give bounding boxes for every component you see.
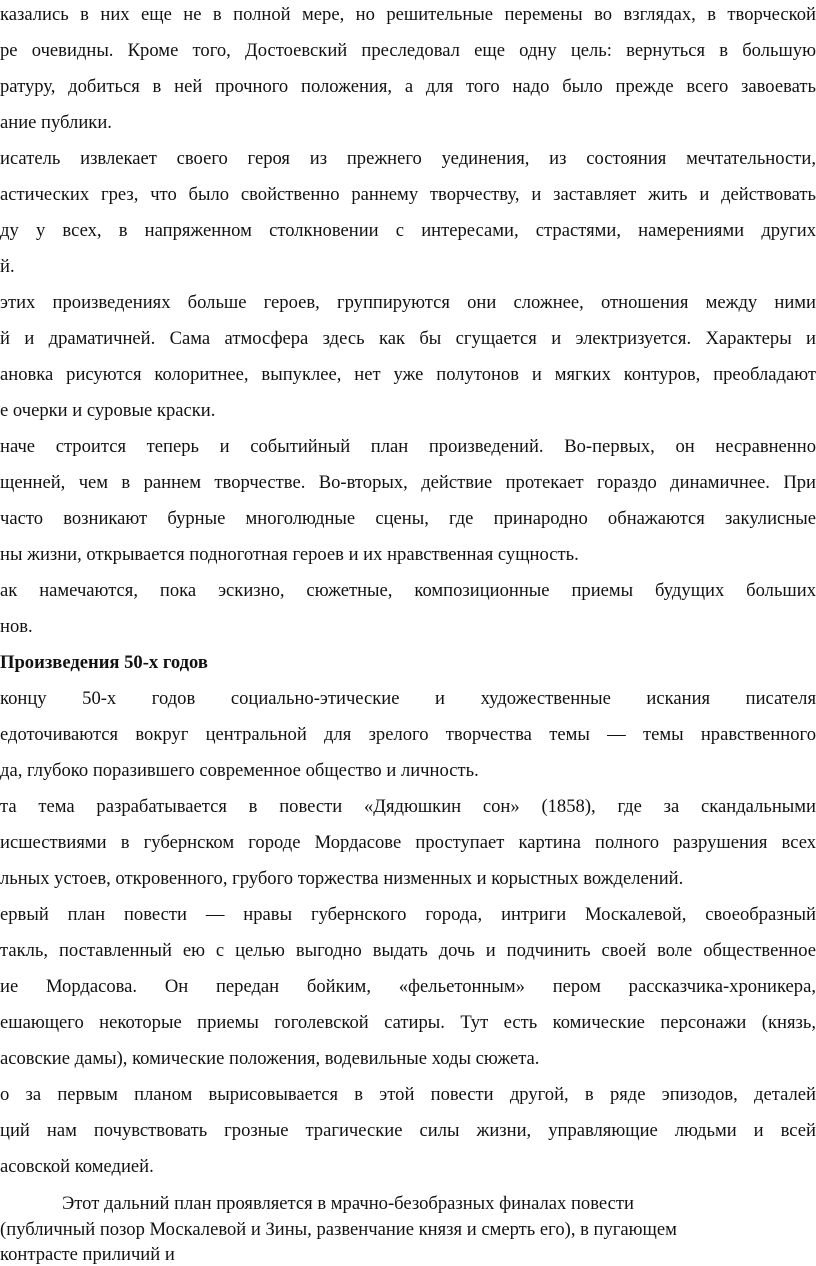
- text-line: часто возникают бурные многолюдные сцены, где принародно обнажаются закулисные: [0, 508, 816, 529]
- text-line: нов.: [0, 616, 33, 637]
- text-line: исшествиями в губернском городе Мордасове проступает картина полного разрушения всех: [0, 832, 816, 853]
- text-line: е очерки и суровые краски.: [0, 400, 216, 421]
- text-line: этих произведениях больше героев, группируются они сложнее, отношения между ними: [0, 292, 816, 313]
- text-line: едоточиваются вокруг центральной для зрелого творчества темы — темы нравственного: [0, 724, 816, 745]
- text-line: ановка рисуются колоритнее, выпуклее, нет уже полутонов и мягких контуров, преобладают: [0, 364, 816, 385]
- section-heading: Произведения 50-х годов: [0, 652, 208, 673]
- text-line: ны жизни, открывается подноготная героев и их нравственная сущность.: [0, 544, 579, 565]
- text-line: ешающего некоторые приемы гоголевской сатиры. Тут есть комические персонажи (князь,: [0, 1012, 816, 1033]
- text-line: концу 50-х годов социально-этические и художественные искания писателя: [0, 688, 816, 709]
- text-line: й.: [0, 256, 15, 277]
- tail-text-line: (публичный позор Москалевой и Зины, развенчание князя и смерть его), в пугающем: [0, 1219, 677, 1240]
- text-line: та тема разрабатывается в повести «Дядюшкин сон» (1858), где за скандальными: [0, 796, 816, 817]
- text-line: ций нам почувствовать грозные трагические силы жизни, управляющие людьми и всей: [0, 1120, 816, 1141]
- text-line: ие Мордасова. Он передан бойким, «фельетонным» пером рассказчика-хроникера,: [0, 976, 816, 997]
- text-line: ратуру, добиться в ней прочного положения, а для того надо было прежде всего завоевать: [0, 76, 816, 97]
- text-line: льных устоев, откровенного, грубого торжества низменных и корыстных вожделений.: [0, 868, 684, 889]
- text-line: казались в них еще не в полной мере, но решительные перемены во взглядах, в творческой: [0, 4, 816, 25]
- text-line: ду у всех, в напряженном столкновении с интересами, страстями, намерениями других: [0, 220, 816, 241]
- tail-text-line: Этот дальний план проявляется в мрачно-безобразных финалах повести: [62, 1193, 634, 1214]
- text-line: ервый план повести — нравы губернского города, интриги Москалевой, своеобразный: [0, 904, 816, 925]
- text-line: ре очевидны. Кроме того, Достоевский преследовал еще одну цель: вернуться в большую: [0, 40, 816, 61]
- text-line: исатель извлекает своего героя из прежнего уединения, из состояния мечтательности,: [0, 148, 816, 169]
- text-line: астических грез, что было свойственно раннему творчеству, и заставляет жить и действовать: [0, 184, 816, 205]
- tail-text-line: контрасте приличий и: [0, 1244, 175, 1265]
- text-line: наче строится теперь и событийный план произведений. Во-первых, он несравненно: [0, 436, 816, 457]
- text-line: ание публики.: [0, 112, 112, 133]
- text-line: о за первым планом вырисовывается в этой повести другой, в ряде эпизодов, деталей: [0, 1084, 816, 1105]
- text-line: асовские дамы), комические положения, водевильные ходы сюжета.: [0, 1048, 540, 1069]
- text-line: да, глубоко поразившего современное общество и личность.: [0, 760, 479, 781]
- text-line: ак намечаются, пока эскизно, сюжетные, композиционные приемы будущих больших: [0, 580, 816, 601]
- text-line: асовской комедией.: [0, 1156, 154, 1177]
- text-line: й и драматичней. Сама атмосфера здесь как бы сгущается и электризуется. Характеры и: [0, 328, 816, 349]
- text-line: такль, поставленный ею с целью выгодно выдать дочь и подчинить своей воле общественное: [0, 940, 816, 961]
- text-line: щенней, чем в раннем творчестве. Во-вторых, действие протекает гораздо динамичнее. При: [0, 472, 816, 493]
